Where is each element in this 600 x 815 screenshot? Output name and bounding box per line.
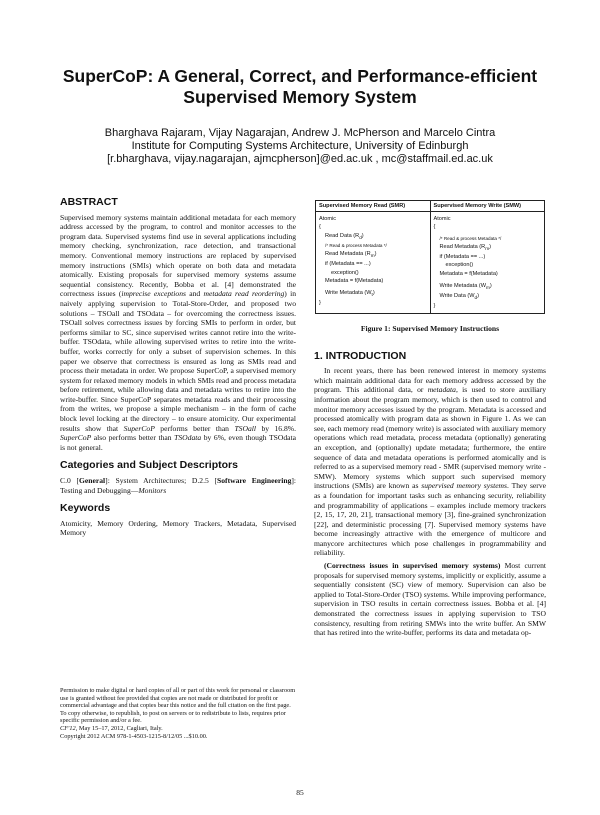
intro-part: Most current proposals for supervised memory systems, implicitly or explicitly, assume a sequentially consistent (SC) view of memory. Supervision can also be applied to Total-Store-Order (TSO) systems. While improving performance, supervision in TSO results in certain correctness issues. Bobba et al. [4] demonstrated the correctness issues in applying supervision to TSO consistency, resulting from retiring SMWs into the write buffer. An SMW that has retired into the write-buffer, performs its data and metadata op-	[314, 561, 546, 638]
intro-part: In recent years, there has been renewed interest in memory systems which maintain additional data for each memory address accessed by the program. This additional data, or	[314, 366, 546, 395]
abstract-emphasis: TSOdata	[174, 433, 202, 443]
categories-italic: Monitors	[138, 485, 167, 495]
smr-read-data	[319, 232, 427, 242]
abstract-part: and	[185, 289, 204, 299]
left-column	[60, 198, 296, 538]
code-text: Read Data (R	[325, 232, 360, 239]
copyright-line: Copyright 2012 ACM 978-1-4503-1215-8/12/05 ...$10.00.	[60, 732, 208, 740]
smr-if: if (Metadata == ...)	[325, 261, 371, 268]
abstract-part: performs better than	[154, 423, 235, 433]
figure-caption: Figure 1: Supervised Memory Instructions	[360, 324, 500, 333]
smw-exception: exception()	[445, 262, 474, 269]
code-text: )	[489, 282, 492, 289]
abstract-part: also performs better than	[91, 433, 175, 443]
smw-if: if (Metadata == ...)	[439, 254, 486, 261]
smw-write-data	[434, 292, 542, 302]
introduction-heading: 1. INTRODUCTION	[314, 349, 407, 362]
smw-read-metadata	[434, 243, 542, 253]
abstract-emphasis: SuperCoP	[60, 433, 92, 443]
keywords-heading: Keywords	[60, 502, 111, 515]
venue-name: CF'12,	[60, 724, 78, 732]
categories-heading: Categories and Subject Descriptors	[60, 459, 238, 472]
code-sub: d	[359, 234, 362, 240]
smr-comment: /* Read & process Metadata */	[325, 242, 387, 248]
smr-panel	[316, 201, 430, 313]
author-block	[30, 127, 570, 166]
code-text: )	[489, 243, 491, 250]
smr-atomic: Atomic	[319, 216, 337, 223]
code-text: Write Metadata (W	[325, 290, 372, 297]
keywords-text: Atomicity, Memory Ordering, Memory Trackers, Metadata, Supervised Memory	[60, 518, 296, 538]
code-sub: m	[486, 284, 490, 290]
smr-metadata-f: Metadata = f(Metadata)	[325, 277, 384, 284]
figure-1	[315, 200, 545, 314]
title-line-2: Supervised Memory System	[183, 87, 417, 107]
smw-atomic: Atomic	[433, 216, 451, 223]
venue-details: May 15–17, 2012, Cagliari, Italy.	[77, 724, 163, 732]
smw-comment: /* Read & process Metadata */	[439, 235, 502, 241]
smw-close-brace: }	[433, 303, 436, 310]
smw-panel	[430, 201, 545, 313]
code-text: )	[374, 251, 377, 258]
intro-bold-lead: (Correctness issues in supervised memory systems)	[324, 561, 501, 571]
smr-header: Supervised Memory Read (SMR)	[316, 201, 430, 212]
right-column	[314, 198, 546, 638]
code-sub: m	[370, 253, 375, 259]
smw-write-metadata	[434, 282, 542, 292]
categories-bold: Software Engineering	[217, 476, 292, 486]
permission-notice	[60, 687, 296, 740]
affiliation: Institute for Computing Systems Architecture, University of Edinburgh	[131, 140, 469, 152]
abstract-emphasis: SuperCoP	[123, 423, 155, 433]
categories-text	[60, 476, 296, 495]
intro-emphasis: supervised memory systems	[421, 481, 507, 491]
intro-paragraph-2	[314, 561, 546, 638]
code-text: Write Metadata (W	[439, 282, 487, 289]
categories-part: ]: System Architectures; D.2.5 [	[105, 476, 218, 486]
intro-part: , is used to store auxiliary information about the program memory, which is then used to control and monitor memory accesses issued by the program. Metadata is accessed and processed atomically with program data as shown in Figure 1. As we can see, each memory read (memory write) is associated with auxiliary memory operations which read metadata, process metadata (optionally) generating an exception, and (optionally) update metadata; furthermore, the entire sequence of data and metadata operations is performed atomically and is referred to as a supervised memory read - SMR (supervised memory write - SMW). Memory systems which support such supervised memory instructions (SMIs) are known as	[314, 385, 546, 491]
intro-paragraph-1	[314, 366, 546, 558]
smw-open-brace: {	[433, 224, 436, 231]
abstract-emphasis: metadata read reordering	[203, 289, 285, 299]
smr-open-brace: {	[319, 224, 321, 231]
smw-header: Supervised Memory Write (SMW)	[431, 201, 545, 212]
paper-title	[40, 66, 560, 108]
code-text: )	[361, 232, 364, 239]
abstract-part: ) in naively applying supervision to Total-Store-Order, and proposed two solutions – TSOall and TSOdata – for overcoming the correctness issues. TSOall solves correctness issues by forcing SMIs to perform in order, but performs similar to SC, since supervised writes cannot retire into the write-buffer. TSOdata, while allowing supervised writes to retire into the write-buffer, works correctly for only a subset of supervision schemes. In this paper we observe that correctness is ensured as long as SMIs read and process their metadata in order. We propose SuperCoP, a supervised memory system for relaxed memory models in which SMIs read and process metadata before retirement, while allowing data and metadata writes to retire into the write-buffer. Since SuperCoP separates metadata reads and their processing from the writes, we propose a simple mechanism – in the form of cache block level locking at the directory – to ensure atomicity. Our experimental results show that	[60, 289, 297, 433]
smr-write-metadata	[319, 289, 427, 299]
code-sub: d	[474, 295, 478, 301]
permission-text: Permission to make digital or hard copies of all or part of this work for personal or classroom use is granted without fee provided that copies are not made or distributed for profit or commercial advantage and that copies bear this notice and the full citation on the first page. To copy otherwise, to republish, to post on servers or to redistribute to lists, requires prior specific permission and/or a fee.	[60, 687, 296, 725]
code-text: Read Metadata (R	[325, 251, 371, 258]
code-text: Write Data (W	[439, 293, 475, 300]
intro-part: . They serve as a foundation for important tasks such as enhancing security, reliability and programmability of applications – examples include memory trackers [2, 15, 17, 20, 21], transactional memory [3], fine-grained synchronization [22], and deterministic processing [7]. Supervised memory systems have become increasingly attractive with the emergence of multicore and manycore architectures which pose challenges in programmability and reliability.	[314, 481, 546, 558]
code-sub: t	[371, 292, 373, 298]
authors: Bharghava Rajaram, Vijay Nagarajan, Andrew J. McPherson and Marcelo Cintra	[104, 127, 496, 139]
title-line-1: SuperCoP: A General, Correct, and Performance-efficient	[62, 66, 538, 86]
categories-bold: General	[79, 476, 106, 486]
abstract-heading: ABSTRACT	[60, 196, 118, 208]
smw-metadata-f: Metadata = f(Metadata)	[439, 270, 498, 277]
categories-part: ]: Testing and Debugging—	[60, 476, 297, 495]
abstract-emphasis: imprecise exceptions	[121, 289, 186, 299]
abstract-part: by 16.8%.	[255, 423, 297, 433]
page-number: 85	[296, 788, 304, 797]
smr-read-metadata	[319, 250, 427, 260]
emails: [r.bharghava, vijay.nagarajan, ajmcpherson]@ed.ac.uk , mc@staffmail.ed.ac.uk	[107, 153, 493, 165]
venue-line	[60, 725, 296, 733]
code-text: )	[477, 293, 479, 300]
smr-exception: exception()	[331, 269, 359, 276]
smr-close-brace: }	[319, 300, 321, 307]
code-sub: m	[485, 245, 490, 251]
abstract-part: by 6%, even though TSOdata is not general.	[60, 433, 296, 452]
intro-emphasis: metadata	[427, 385, 456, 395]
categories-part: C.0 [	[60, 476, 80, 486]
abstract-text	[60, 213, 296, 453]
code-text: Read Metadata (R	[439, 243, 486, 250]
abstract-emphasis: TSOall	[234, 423, 256, 433]
code-text: )	[372, 290, 375, 297]
abstract-part: Supervised memory systems maintain additional metadata for each memory address accessed by the program, to control and monitor accesses to the program data. Supervised systems find use in several applications including memory checking, synchronization, race detection, and transactional memory. Conventional memory instructions are replaced by supervised memory instructions (SMIs) which operate on both data and metadata atomically. Existing proposals for supervised memory systems assume sequential consistency. Recently, Bobba et al. [4] demonstrated the correctness issues (	[60, 212, 296, 299]
